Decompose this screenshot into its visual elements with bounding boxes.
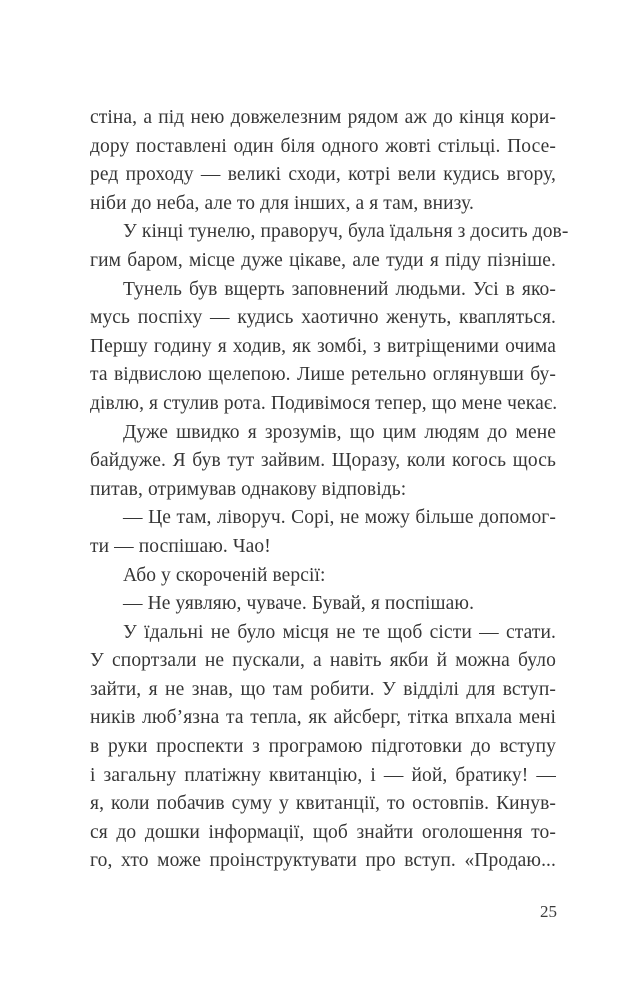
page-number: 25: [540, 902, 557, 921]
text-line: ти — поспішаю. Чао!: [90, 535, 271, 557]
text-line: Тунель був вщерть заповнений людьми. Усі в яко-: [123, 278, 556, 300]
text-line: Або у скороченій версії:: [123, 564, 326, 586]
text-line: У кінці тунелю, праворуч, була їдальня з досить дов-: [123, 221, 569, 243]
text-line: дівлю, я стулив рота. Подивімося тепер, що мене чекає.: [90, 392, 558, 414]
text-line: Першу годину я ходив, як зомбі, з витріщеними очима: [90, 335, 556, 357]
text-line: стіна, а під нею довжелезним рядом аж до кінця кори-: [90, 107, 556, 128]
text-line: У їдальні не було місця не те щоб сісти — стати.: [123, 621, 556, 643]
text-line: питав, отримував однакову відповідь:: [90, 478, 407, 500]
text-line: гим баром, місце дуже цікаве, але туди я піду пізніше.: [90, 249, 556, 271]
text-line: ніби до неба, але то для інших, а я там, внизу.: [90, 192, 474, 214]
text-line: ників люб’язна та тепла, як айсберг, тітка впхала мені: [90, 707, 556, 729]
text-line: в руки проспекти з програмою підготовки до вступу: [90, 736, 556, 758]
text-line: я, коли побачив суму у квитанції, то остовпів. Кинув-: [90, 793, 556, 815]
text-line: і загальну платіжну квитанцію, і — йой, братику! —: [90, 764, 556, 786]
text-line: — Це там, ліворуч. Сорі, не можу більше допомог-: [123, 507, 556, 529]
text-line: мусь поспіху — кудись хаотично женуть, квапляться.: [90, 307, 556, 329]
text-line: ред проходу — великі сходи, котрі вели кудись вгору,: [90, 164, 556, 186]
text-line: Дуже швидко я зрозумів, що цим людям до мене: [123, 421, 556, 443]
text-line: го, хто може проінструктувати про вступ. «Продаю...: [90, 850, 556, 872]
text-line: зайти, я не знав, що там робити. У відділі для вступ-: [90, 678, 556, 700]
text-block: [90, 104, 569, 876]
text-line: байдуже. Я був тут зайвим. Щоразу, коли когось щось: [90, 450, 556, 472]
text-line: ся до дошки інформації, щоб знайти оголошення то-: [90, 821, 556, 843]
text-line: — Не уявляю, чуваче. Бувай, я поспішаю.: [123, 593, 475, 615]
text-line: У спортзали не пускали, а навіть якби й можна було: [90, 650, 556, 672]
text-line: дору поставлені один біля одного жовті стільці. Посе-: [90, 135, 556, 157]
text-line: та відвислою щелепою. Лише ретельно оглянувши бу-: [90, 364, 556, 386]
